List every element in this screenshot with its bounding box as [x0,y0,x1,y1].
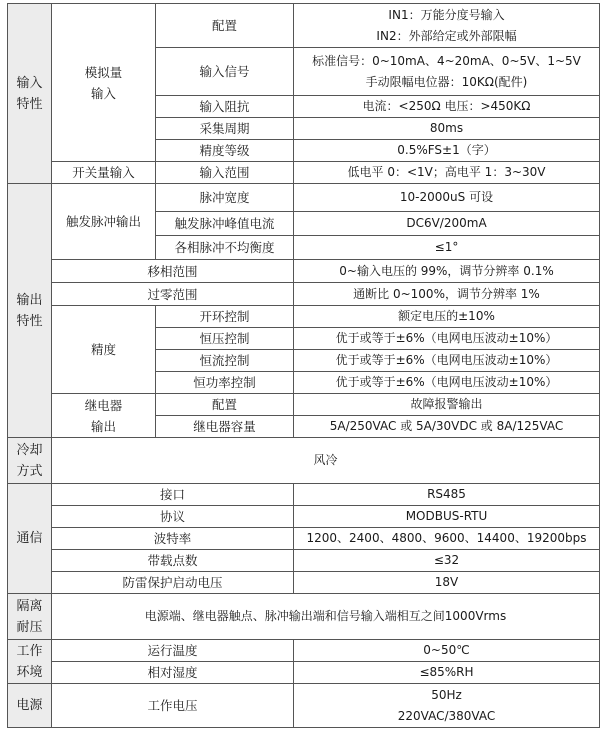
table-row [8,572,600,594]
relay-config-label: 配置 [156,394,294,416]
sample-period-label: 采集周期 [156,118,294,140]
impedance-label: 输入阻抗 [156,96,294,118]
precision-label: 精度 [52,306,156,394]
interface-value: RS485 [294,484,600,506]
isolation-category-cell [8,594,52,640]
table-row [8,528,600,550]
table-row [8,506,600,528]
baud-value: 1200、2400、4800、9600、14400、19200bps [294,528,600,550]
table-row [8,640,600,662]
cooling-category-cell [8,438,52,484]
table-row [8,438,600,484]
table-row [8,4,600,48]
isolation-category-line: 隔离 [16,598,43,614]
pulse-width-label: 脉冲宽度 [156,184,294,212]
cooling-value: 风冷 [52,438,600,484]
phase-shift-value: 0~输入电压的 99%，调节分辨率 0.1% [294,260,600,283]
relay-capacity-label: 继电器容量 [156,416,294,438]
output-category-line: 输出 [16,292,43,308]
power-voltage-line: 50Hz [431,687,462,702]
relay-capacity-value: 5A/250VAC 或 5A/30VDC 或 8A/125VAC [294,416,600,438]
pulse-width-value: 10-2000uS 可设 [294,184,600,212]
table-row [8,260,600,283]
relay-output-label [52,394,156,438]
table-row [8,594,600,640]
impedance-value: 电流：<250Ω 电压：>450KΩ [294,96,600,118]
analog-config-line: IN1：万能分度号输入 [388,7,505,22]
input-category-line: 输入 [16,75,43,91]
power-voltage-value [294,684,600,728]
table-row [8,162,600,184]
temperature-value: 0~50℃ [294,640,600,662]
temperature-label: 运行温度 [52,640,294,662]
constant-power-label: 恒功率控制 [156,372,294,394]
table-row [8,550,600,572]
environment-category-cell [8,640,52,684]
analog-input-label [52,4,156,162]
imbalance-value: ≤1° [294,236,600,260]
cooling-category-line: 方式 [16,463,43,479]
isolation-category-line: 耐压 [16,619,43,635]
open-loop-value: 额定电压的±10% [294,306,600,328]
nodes-label: 带载点数 [52,550,294,572]
cooling-category-line: 冷却 [16,442,43,458]
analog-config-line: IN2：外部给定或外部限幅 [376,28,517,43]
power-category-cell: 电源 [8,684,52,728]
table-row [8,283,600,306]
analog-label-line: 模拟量 [84,64,123,80]
phase-shift-label: 移相范围 [52,260,294,283]
analog-label-line: 输入 [90,85,116,101]
constant-current-value: 优于或等于±6%（电网电压波动±10%） [294,350,600,372]
spec-table [7,3,600,728]
output-category-cell [8,184,52,438]
relay-label-line: 输出 [90,418,116,434]
accuracy-class-value: 0.5%FS±1（字） [294,140,600,162]
table-row [8,184,600,212]
pulse-output-label: 触发脉冲输出 [52,184,156,260]
power-voltage-label: 工作电压 [52,684,294,728]
analog-signal-line: 标准信号：0~10mA、4~20mA、0~5V、1~5V [312,53,581,68]
constant-voltage-value: 优于或等于±6%（电网电压波动±10%） [294,328,600,350]
input-category-cell [8,4,52,184]
baud-label: 波特率 [52,528,294,550]
environment-category-line: 环境 [16,664,43,680]
zero-cross-label: 过零范围 [52,283,294,306]
table-row [8,394,600,416]
peak-current-label: 触发脉冲峰值电流 [156,212,294,236]
nodes-value: ≤32 [294,550,600,572]
sample-period-value: 80ms [294,118,600,140]
table-row [8,684,600,728]
surge-label: 防雷保护启动电压 [52,572,294,594]
surge-value: 18V [294,572,600,594]
analog-signal-line: 手动限幅电位器：10KΩ(配件) [365,74,528,89]
comm-category-cell: 通信 [8,484,52,594]
table-row [8,662,600,684]
constant-current-label: 恒流控制 [156,350,294,372]
output-category-line: 特性 [16,313,43,329]
interface-label: 接口 [52,484,294,506]
switch-range-value: 低电平 0：<1V；高电平 1：3~30V [294,162,600,184]
protocol-value: MODBUS-RTU [294,506,600,528]
peak-current-value: DC6V/200mA [294,212,600,236]
analog-signal-value [294,48,600,96]
zero-cross-value: 通断比 0~100%，调节分辨率 1% [294,283,600,306]
switch-input-label: 开关量输入 [52,162,156,184]
analog-signal-label: 输入信号 [156,48,294,96]
humidity-label: 相对湿度 [52,662,294,684]
input-category-line: 特性 [16,96,43,112]
protocol-label: 协议 [52,506,294,528]
isolation-value: 电源端、继电器触点、脉冲输出端和信号输入端相互之间1000Vrms [52,594,600,640]
accuracy-class-label: 精度等级 [156,140,294,162]
environment-category-line: 工作 [16,643,43,659]
imbalance-label: 各相脉冲不均衡度 [156,236,294,260]
relay-label-line: 继电器 [84,397,123,413]
open-loop-label: 开环控制 [156,306,294,328]
relay-config-value: 故障报警输出 [294,394,600,416]
constant-voltage-label: 恒压控制 [156,328,294,350]
power-voltage-line: 220VAC/380VAC [397,708,496,723]
humidity-value: ≤85%RH [294,662,600,684]
constant-power-value: 优于或等于±6%（电网电压波动±10%） [294,372,600,394]
analog-config-label: 配置 [156,4,294,48]
table-row [8,484,600,506]
analog-config-value [294,4,600,48]
table-row [8,306,600,328]
switch-range-label: 输入范围 [156,162,294,184]
